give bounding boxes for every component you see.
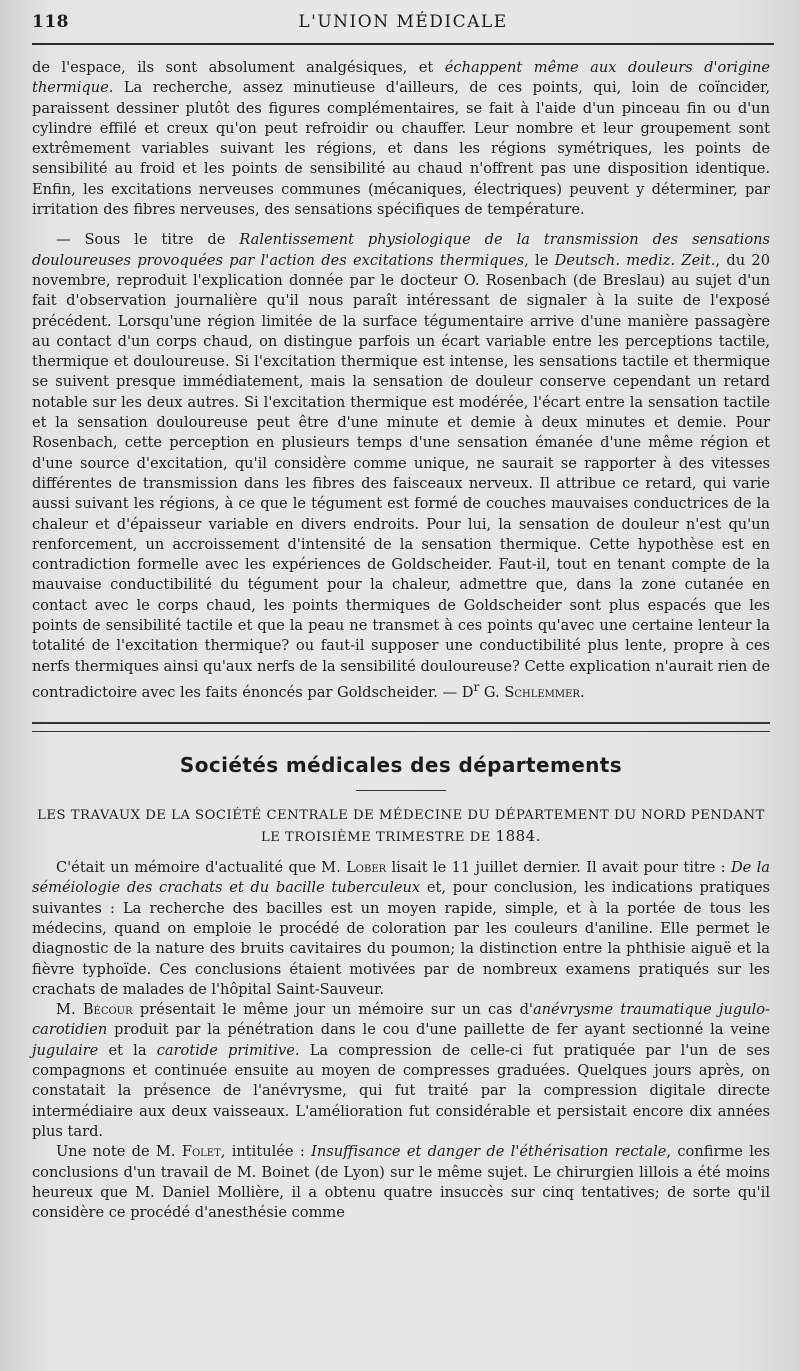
text-run: G. [479, 683, 505, 701]
text-run: lisait le 11 juillet dernier. Il avait pour titre : [386, 859, 731, 877]
paragraph-becour [32, 1000, 770, 1142]
journal-title: L'UNION MÉDICALE [298, 12, 508, 32]
italic-run: Insuffisance et danger de l'éthérisation rectale [311, 1143, 667, 1161]
text-run: et la [98, 1041, 157, 1059]
subtitle-year: 1884. [495, 827, 541, 846]
section-subtitle [32, 805, 770, 848]
short-rule [356, 790, 446, 791]
paragraph-lober [32, 858, 770, 1000]
text-run: La recherche, assez minutieuse d'ailleurs, de ces points, qui, loin de coïncider, paraissent dessiner plutôt des figures complémentaires, se fait à l'aide d'un pinceau fin ou d'un cylindre effilé et creux qu'on peut refroidir ou chauffer. Leur nombre et leur groupement sont extrêmement variables suivant les régions, et dans les régions symétriques, les points de sensibilité au froid et les points de sensibilité au chaud n'offrent pas une disposition identique. Enfin, les excitations nerveuses communes (mécaniques, électriques) peuvent y déterminer, par irritation des fibres nerveuses, des sensations spécifiques de température. [32, 79, 770, 219]
text-run: — Sous le titre de [56, 231, 240, 249]
text-run: et, pour conclusion, les indications pratiques suivantes : La recherche des bacilles est un moyen rapide, simple, et à la portée de tous les médecins, quand on emploie le procédé de coloration par les couleurs d'aniline. Elle permet le diagnostic de la nature des bruits cavitaires du poumon; la distinction entre la phthisie aiguë et la fièvre typhoïde. Ces conclusions étaient motivées par de nombreux examens pratiqués sur les crachats de malades de l'hôpital Saint-Sauveur. [32, 879, 770, 998]
paragraph-continuation [32, 58, 770, 220]
text-run: Une note de M. [56, 1143, 182, 1161]
text-run: présentait le même jour un mémoire sur un cas d' [132, 1001, 533, 1019]
running-header [32, 10, 774, 40]
author-signature: Schlemmer. [504, 683, 585, 701]
spacer [32, 848, 770, 858]
text-run: , confirme les conclusions d'un travail de M. Boinet (de Lyon) sur le même sujet. Le chirurgien lillois a été moins heureux que M. Daniel Mollière, il a obtenu quatre insuccès sur cinq tentatives; de sorte qu'il considère ce procédé d'anesthésie comme [32, 1143, 771, 1222]
article-body [32, 58, 770, 1223]
author-name: Bécour [82, 1001, 133, 1019]
header-rule [32, 43, 774, 45]
double-rule-divider [32, 722, 770, 732]
italic-run: jugulaire [32, 1041, 99, 1059]
subtitle-text: LES TRAVAUX DE LA SOCIÉTÉ CENTRALE DE MÉDECINE DU DÉPARTEMENT DU NORD PENDANT LE TROISIÈME TRIMESTRE DE [37, 808, 765, 846]
superscript: r [473, 679, 480, 694]
italic-run: échappent même aux douleurs d'origine thermique. [32, 59, 770, 97]
text-run: produit par la pénétration dans le cou d'une paillette de fer ayant sectionné la veine [107, 1021, 770, 1039]
text-run: M. [56, 1001, 83, 1019]
text-run: , du 20 novembre, reproduit l'explication donnée par le docteur O. Rosenbach (de Breslau) au sujet d'un fait d'observation journalière qu'il nous paraît intéressant de signaler à la suite de l'exposé précédent. Lorsqu'une région limitée de la surface tégumentaire arrive d'une manière passagère au contact d'un corps chaud, on distingue parfois un écart variable entre les perceptions tactile, thermique et douloureuse. Si l'excitation thermique est intense, les sensations tactile et thermique se suivent presque immédiatement, mais la sensation de douleur conserve cependant un retard notable sur les deux autres. Si l'excitation thermique est modérée, l'écart entre la sensation tactile et la sensation douloureuse peut être d'une minute et demie à deux minutes et demie. Pour Rosenbach, cette perception en plusieurs temps d'une sensation émanée d'une même région et d'une source d'excitation, qu'il considère comme unique, ne saurait se rapporter à des vitesses différentes de transmission dans les fibres des faisceaux nerveux. Il attribue ce retard, qui varie aussi suivant les régions, à ce que le tégument est formé de couches mauvaises conductrices de la chaleur et d'épaisseur variable en divers endroits. Pour lui, la sensation de douleur n'est qu'un renforcement, un accroissement d'intensité de la sensation thermique. Cette hypothèse est en contradiction formelle avec les expériences de Goldscheider. Faut-il, tout en tenant compte de la mauvaise conductibilité du tégument pour la chaleur, admettre que, dans la zone cutanée en contact avec le corps chaud, les points thermiques de Goldscheider sont plus espacés que les points de sensibilité tactile et que la peau ne transmet à ces points qu'avec une certaine lenteur la totalité de l'excitation thermique? ou faut-il supposer une conductibilité plus lente, propre à ces nerfs thermiques ainsi qu'aux nerfs de la sensibilité douloureuse? Cette explication n'aurait rien de contradictoire avec les faits énoncés par Goldscheider. — D [32, 251, 770, 701]
text-run: , le [524, 251, 555, 269]
text-run: , intitulée : [220, 1143, 312, 1161]
italic-run: Ralentissement physiologique de la transmission des sensations douloureuses provoquées par l'action des excitations thermiques [32, 231, 770, 269]
italic-run: carotide primitive. [156, 1041, 300, 1059]
italic-run: anévrysme traumatique jugulo-carotidien [32, 1001, 770, 1039]
text-run: de l'espace, ils sont absolument analgésiques, et [32, 59, 445, 76]
text-run: C'était un mémoire d'actualité que M. [56, 859, 347, 877]
section-title: Sociétés médicales des départements [179, 753, 623, 778]
spacer [32, 220, 770, 230]
text-run: La compression de celle-ci fut pratiquée par l'un de ses compagnons et continuée ensuite au moyen de compresses graduées. Quelques jours après, on constatait la présence de l'anévrysme, qui fut traité par la compression digitale directe intermédiaire aux deux vaisseaux. L'amélioration fut considérable et persistait encore dix années plus tard. [32, 1041, 770, 1140]
paragraph-folet [32, 1142, 770, 1223]
author-name: Folet [181, 1143, 221, 1161]
author-name: Lober [346, 859, 387, 877]
italic-run: Deutsch. mediz. Zeit. [554, 251, 716, 269]
page-number: 118 [32, 12, 69, 32]
paragraph-rosenbach [32, 230, 770, 703]
italic-run: De la séméiologie des crachats et du bacille tuberculeux [32, 859, 770, 897]
